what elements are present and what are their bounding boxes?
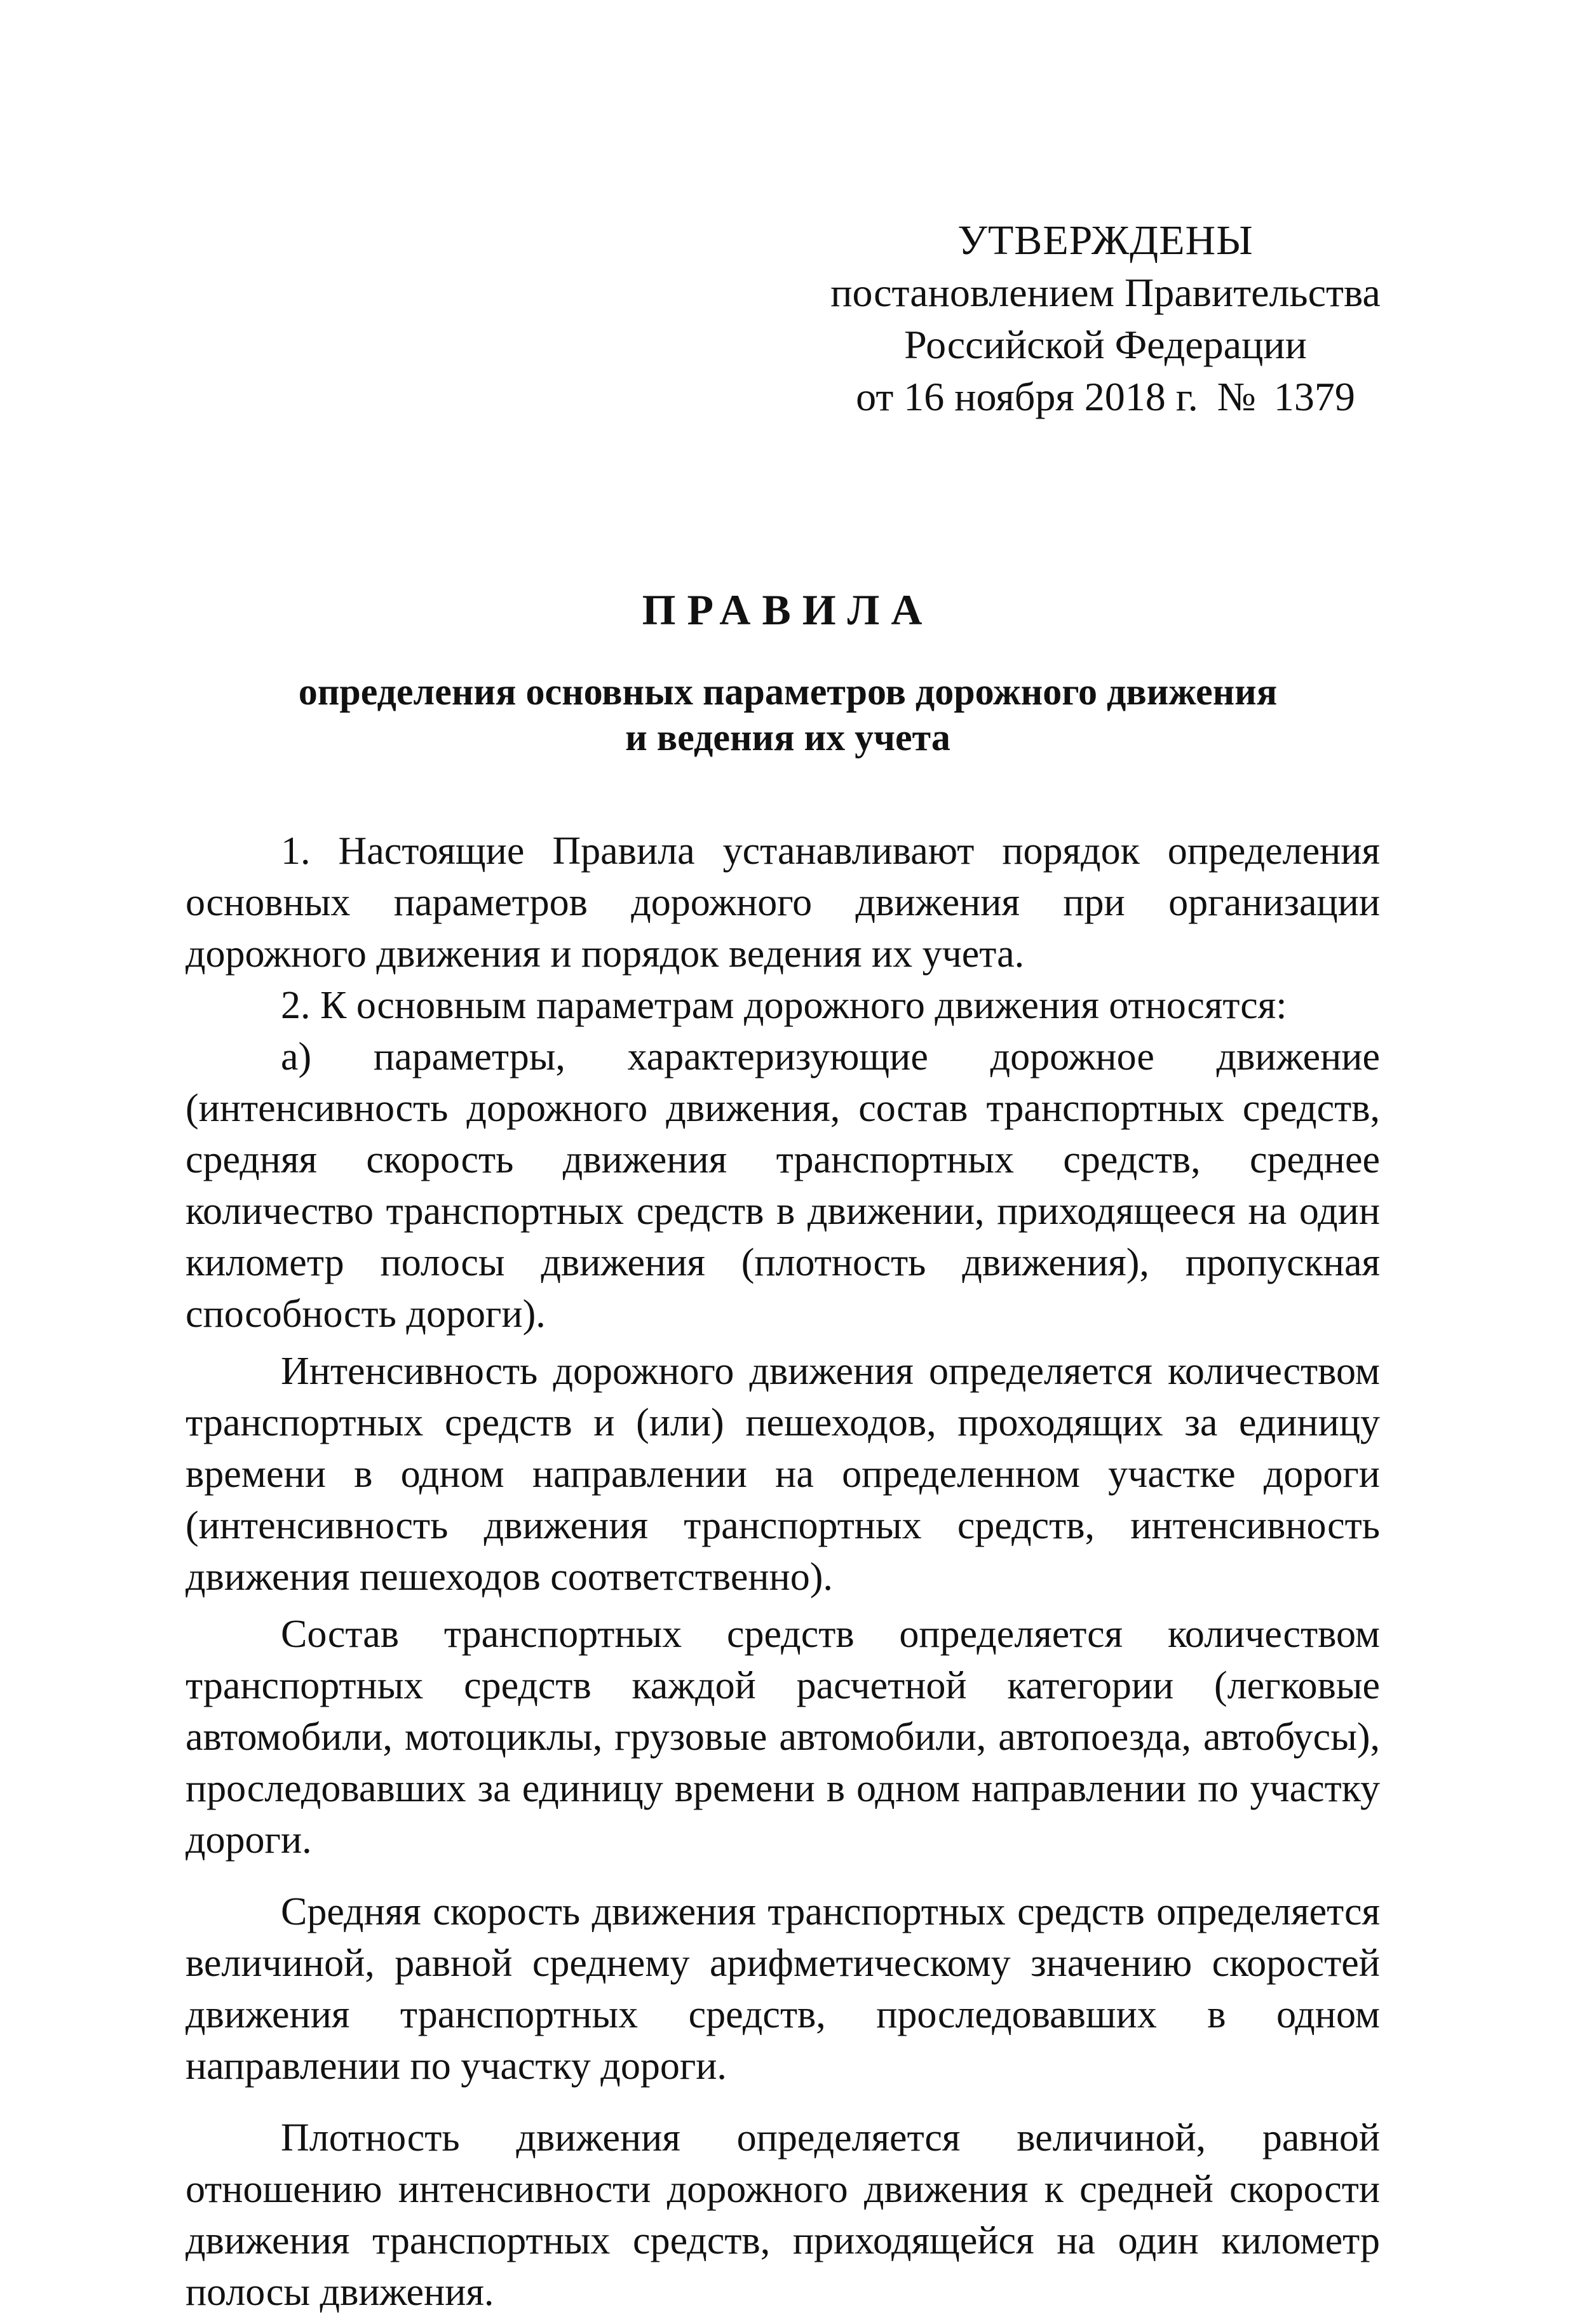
document-title-block <box>184 581 1391 760</box>
approval-heading: УТВЕРЖДЕНЫ <box>957 217 1254 264</box>
paragraph-2: 2. К основным параметрам дорожного движения относятся: <box>281 984 1287 1027</box>
approval-line-federation: Российской Федерации <box>904 322 1307 367</box>
approval-number-label: № <box>1217 374 1256 419</box>
approval-number: 1379 <box>1273 374 1355 419</box>
paragraph-1: 1. Настоящие Правила устанавливают порядок определения основных параметров дорожного движения при организации дорожного движения и порядок ведения их учета. <box>186 830 1380 976</box>
approval-date-line <box>820 371 1391 423</box>
paragraph-3: а) параметры, характеризующие дорожное движение (интенсивность дорожного движения, состав транспортных средств, средняя скорость движения транспортных средств, среднее количество транспортных средств в движении, приходящееся на один километр полосы движения (плотность движения), пропускная способность дороги). <box>186 1035 1380 1336</box>
paragraph-5: Состав транспортных средств определяется количеством транспортных средств каждой расчетной категории (легковые автомобили, мотоциклы, грузовые автомобили, автопоезда, автобусы), проследовавших за единицу времени в одном направлении по участку дороги. <box>186 1613 1380 1862</box>
document-subtitle-line-2: и ведения их учета <box>625 716 950 758</box>
approval-date: от 16 ноября 2018 г. <box>856 374 1198 419</box>
document-title: ПРАВИЛА <box>642 586 934 634</box>
approval-line-resolution: постановлением Правительства <box>830 270 1381 315</box>
approval-stamp-block <box>820 215 1391 423</box>
paragraph-6: Средняя скорость движения транспортных средств определяется величиной, равной среднему арифметическому значению скоростей движения транспортных средств, проследовавших в одном направлении по участку дороги. <box>186 1890 1380 2088</box>
document-subtitle-line-1: определения основных параметров дорожного движения <box>298 671 1278 713</box>
paragraph-4: Интенсивность дорожного движения определяется количеством транспортных средств и (или) пешеходов, проходящих за единицу времени в одном направлении на определенном участке дороги (интенсивность движения транспортных средств, интенсивность движения пешеходов соответственно). <box>186 1350 1380 1599</box>
paragraph-7: Плотность движения определяется величиной, равной отношению интенсивности дорожного движения к средней скорости движения транспортных средств, приходящейся на один километр полосы движения. <box>186 2116 1380 2314</box>
document-body <box>186 826 1380 2324</box>
